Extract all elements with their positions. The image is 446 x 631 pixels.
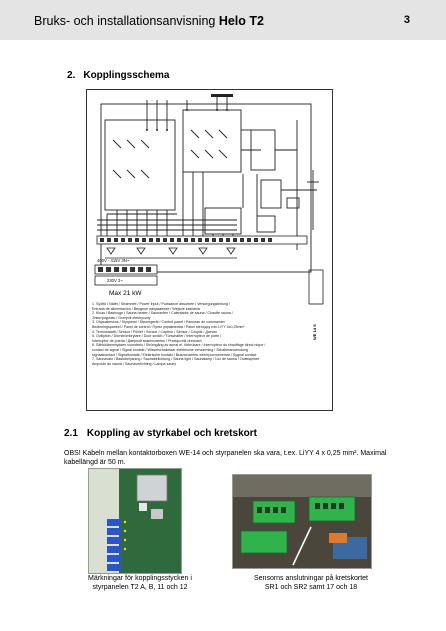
legend-line: Bedieningspaneel / Panel de control / Пульт управления / Panel sterujący min.LiYY 4x0,25mm² — [92, 324, 245, 329]
legend-line: Электроуровь / Grzejnik elektryczny — [92, 315, 151, 320]
body-paragraph: OBS! Kabeln mellan kontaktorboxen WE-14 och styrpanelen ska vara, t.ex. LiYY 4 x 0,25 mm². Maximal kabellängd är 50 m. — [64, 450, 387, 466]
left-photo-caption: Märkningar för kopplingsstycken i styrpanelen T2 A, B, 11 och 12 — [88, 575, 192, 591]
legend-line: 5. Ovikytkin / Dörrströmbrytare / Door switch / Türschalter / Interrupteur de porte / — [92, 334, 222, 339]
supply-voltage-label: 400V - 415V 3N~ — [97, 258, 130, 263]
legend-line: Ampoule du sauna / Saunaverlichting / Lampa sauny — [92, 361, 177, 366]
legend-line: signaalcontact / Signalkontakt / Elektrische kontakt / Выключатель электроотопления / Sygnał contact — [92, 352, 257, 357]
supply-voltage-label-2: 230V 3~ — [107, 278, 123, 283]
right-photo-caption: Sensorns anslutningar på kretskortet SR1 och SR2 samt 17 och 18 — [253, 575, 368, 591]
legend-line: 1. Syöttö / Nätet / Strømnett / Power input / Puissance absorbée / Versorgungsleitung / — [92, 302, 230, 306]
page-number: 3 — [403, 14, 410, 26]
legend-line: 6. Sähkölämmityksen vuorottelu / Strömgång av annat el. förbrukare / Interrupteur du chauffage direct nique / — [92, 343, 266, 348]
section-heading-control-cable: 2.1 Koppling av styrkabel och kretskort — [64, 428, 257, 439]
legend-line: Entrada de alimentación / Вводное напряжение / Wejście zasilania — [92, 306, 200, 311]
section-heading-wiring: 2. Kopplingsschema — [67, 70, 170, 81]
legend-line: 2. Kiuas / Bastuugn / Sauna heater / Saunaofen / Calentador de sauna / Chauffe sauna / — [92, 311, 233, 316]
contactor-model-label: WE 14 S — [312, 324, 317, 340]
document-title: Bruks- och installationsanvisning Helo T2 — [34, 14, 264, 28]
legend-line: contact de signal / Signal kontakt / Wisselschakelaar elektrische verwarming / Schalteranwendung — [92, 347, 249, 352]
legend-line: 3. Ohjauskeskus / Styrpanel / Steuergerät / Control panel / Panneau de commande/ — [92, 320, 226, 325]
legend-line: Interruptor de puerta / Дверной выключатель / Przełącznik drzwiach — [92, 338, 202, 343]
circuit-board-photo — [232, 474, 372, 569]
wiring-diagram — [86, 89, 333, 411]
diagram-legend — [92, 302, 306, 366]
max-power-label: Max 21 kW — [109, 290, 142, 297]
legend-line: 4. Termostaatti / Sensor / Fühler / Sensor / Capteur / Sensor / Czujnik / Датчик — [92, 329, 217, 334]
control-panel-photo — [88, 468, 182, 574]
page-header — [0, 0, 446, 40]
legend-line: 7. Saunavalo / Bastubelysning / Saunabelichtung / Sauna light / Saunalamp / Luz de sauna / Освещение — [92, 357, 260, 362]
